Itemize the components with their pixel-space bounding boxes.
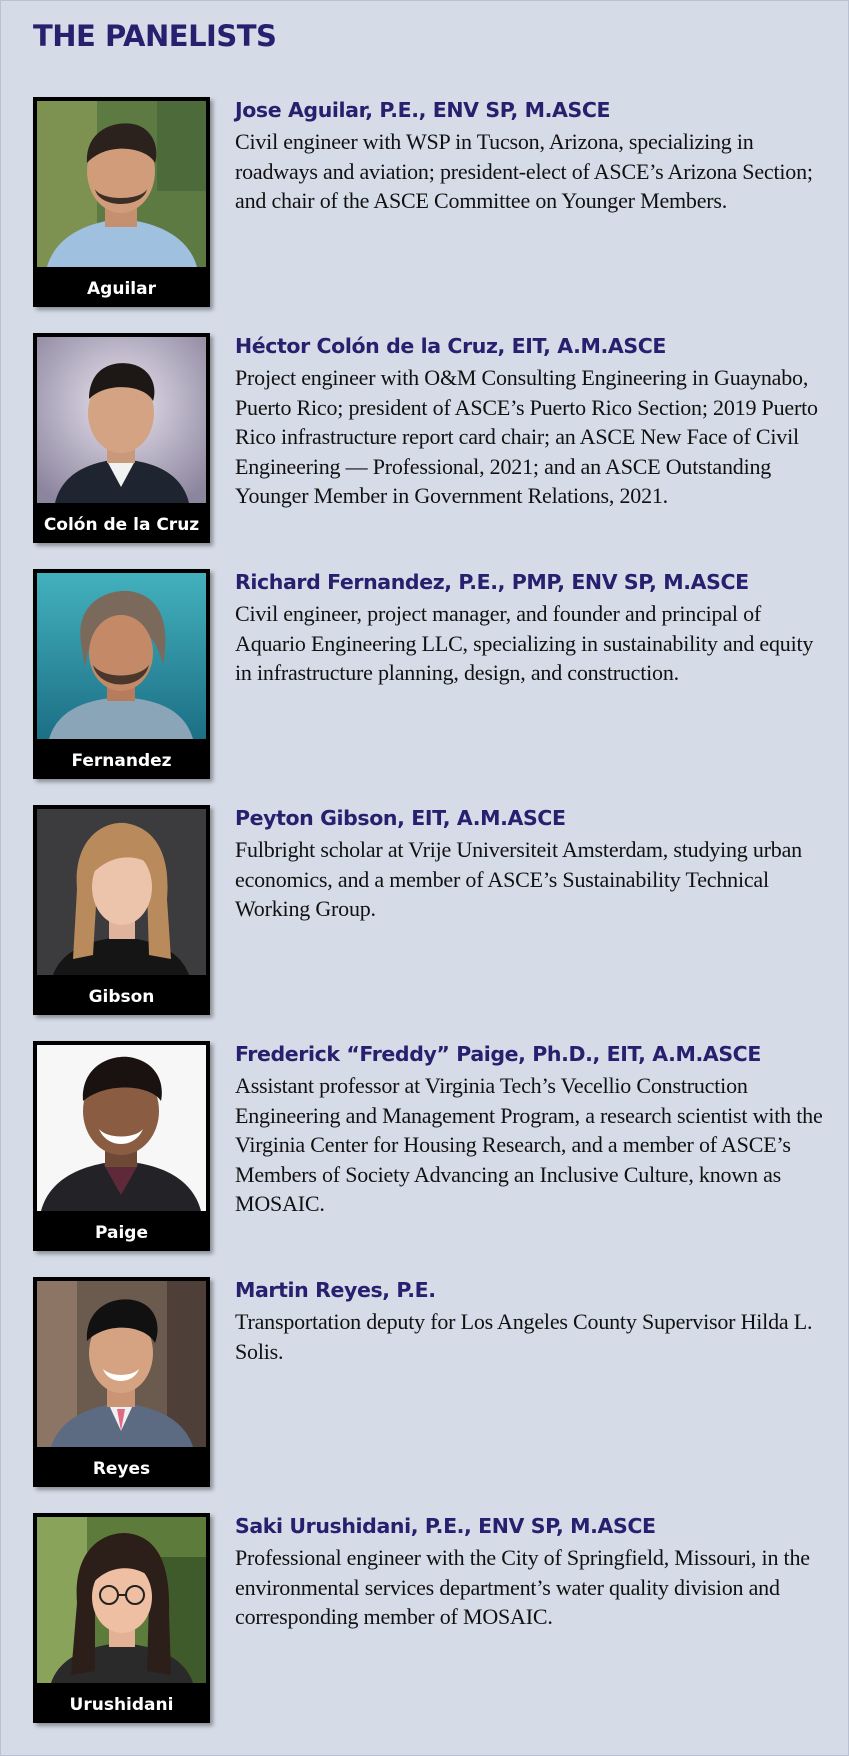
panelist-description: Fulbright scholar at Vrije Universiteit Amsterdam, studying urban economics, and a member of ASCE’s Sustainability Technical Working Group. xyxy=(235,837,802,921)
panelist-bio xyxy=(235,569,835,688)
panelist-photo-frame xyxy=(33,333,210,543)
panelist-bio xyxy=(235,1513,835,1632)
panelist-caption: Aguilar xyxy=(87,279,156,299)
panelist-caption: Fernandez xyxy=(71,751,172,771)
panelist-photo-frame xyxy=(33,1041,210,1251)
panelist-description: Civil engineer with WSP in Tucson, Arizona, specializing in roadways and aviation; president-elect of ASCE’s Arizona Section; and chair of the ASCE Committee on Younger Members. xyxy=(235,129,813,213)
panelist-caption: Paige xyxy=(94,1223,148,1243)
panelist-card-urushidani xyxy=(33,1513,833,1723)
panelist-card-aguilar xyxy=(33,97,833,307)
panelist-name: Jose Aguilar, P.E., ENV SP, M.ASCE xyxy=(235,98,611,122)
panelist-bio xyxy=(235,1277,835,1366)
panelist-name: Martin Reyes, P.E. xyxy=(235,1278,436,1302)
portrait-fernandez-image xyxy=(37,573,206,739)
portrait-paige-image xyxy=(37,1045,206,1211)
panelist-photo-frame xyxy=(33,1513,210,1723)
panelist-name: Richard Fernandez, P.E., PMP, ENV SP, M.ASCE xyxy=(235,570,749,594)
panelist-photo-frame xyxy=(33,1277,210,1487)
panel-heading: THE PANELISTS xyxy=(33,19,277,53)
panelist-caption: Colón de la Cruz xyxy=(43,515,200,535)
portrait-aguilar-image xyxy=(37,101,206,267)
panelist-name: Saki Urushidani, P.E., ENV SP, M.ASCE xyxy=(235,1514,656,1538)
portrait-reyes-image xyxy=(37,1281,206,1447)
panelist-bio xyxy=(235,97,835,216)
panelist-description: Transportation deputy for Los Angeles County Supervisor Hilda L. Solis. xyxy=(235,1309,813,1364)
panelist-caption: Reyes xyxy=(92,1459,151,1479)
panelist-card-gibson xyxy=(33,805,833,1015)
panelist-name: Frederick “Freddy” Paige, Ph.D., EIT, A.M.ASCE xyxy=(235,1042,761,1066)
panelist-description: Project engineer with O&M Consulting Engineering in Guaynabo, Puerto Rico; president of ASCE’s Puerto Rico Section; 2019 Puerto Rico infrastructure report card chair; an ASCE New Face of Civil Engineering — Professional, 2021; and an ASCE Outstanding Younger Member in Government Relations, 2021. xyxy=(235,365,818,508)
panelist-card-reyes xyxy=(33,1277,833,1487)
panelist-photo-frame xyxy=(33,97,210,307)
panelist-bio xyxy=(235,333,835,511)
panelist-description: Assistant professor at Virginia Tech’s Vecellio Construction Engineering and Management Program, a research scientist with the Virginia Center for Housing Research, and a member of ASCE’s Members of Society Advancing an Inclusive Culture, known as MOSAIC. xyxy=(235,1073,823,1216)
portrait-urushidani-image xyxy=(37,1517,206,1683)
panelist-card-fernandez xyxy=(33,569,833,779)
panelist-name: Héctor Colón de la Cruz, EIT, A.M.ASCE xyxy=(235,334,666,358)
panelist-bio xyxy=(235,1041,835,1219)
panelist-caption: Gibson xyxy=(88,987,155,1007)
panelist-description: Professional engineer with the City of Springfield, Missouri, in the environmental services department’s water quality division and corresponding member of MOSAIC. xyxy=(235,1545,810,1629)
portrait-colon-de-la-cruz-image xyxy=(37,337,206,503)
panelist-card-paige xyxy=(33,1041,833,1251)
panelist-photo-frame xyxy=(33,805,210,1015)
portrait-gibson-image xyxy=(37,809,206,975)
panelist-bio xyxy=(235,805,835,924)
panelist-card-colon-de-la-cruz xyxy=(33,333,833,543)
panelist-caption: Urushidani xyxy=(69,1695,174,1715)
panelist-name: Peyton Gibson, EIT, A.M.ASCE xyxy=(235,806,566,830)
panelist-photo-frame xyxy=(33,569,210,779)
panelist-description: Civil engineer, project manager, and founder and principal of Aquario Engineering LLC, specializing in sustainability and equity in infrastructure planning, design, and construction. xyxy=(235,601,814,685)
